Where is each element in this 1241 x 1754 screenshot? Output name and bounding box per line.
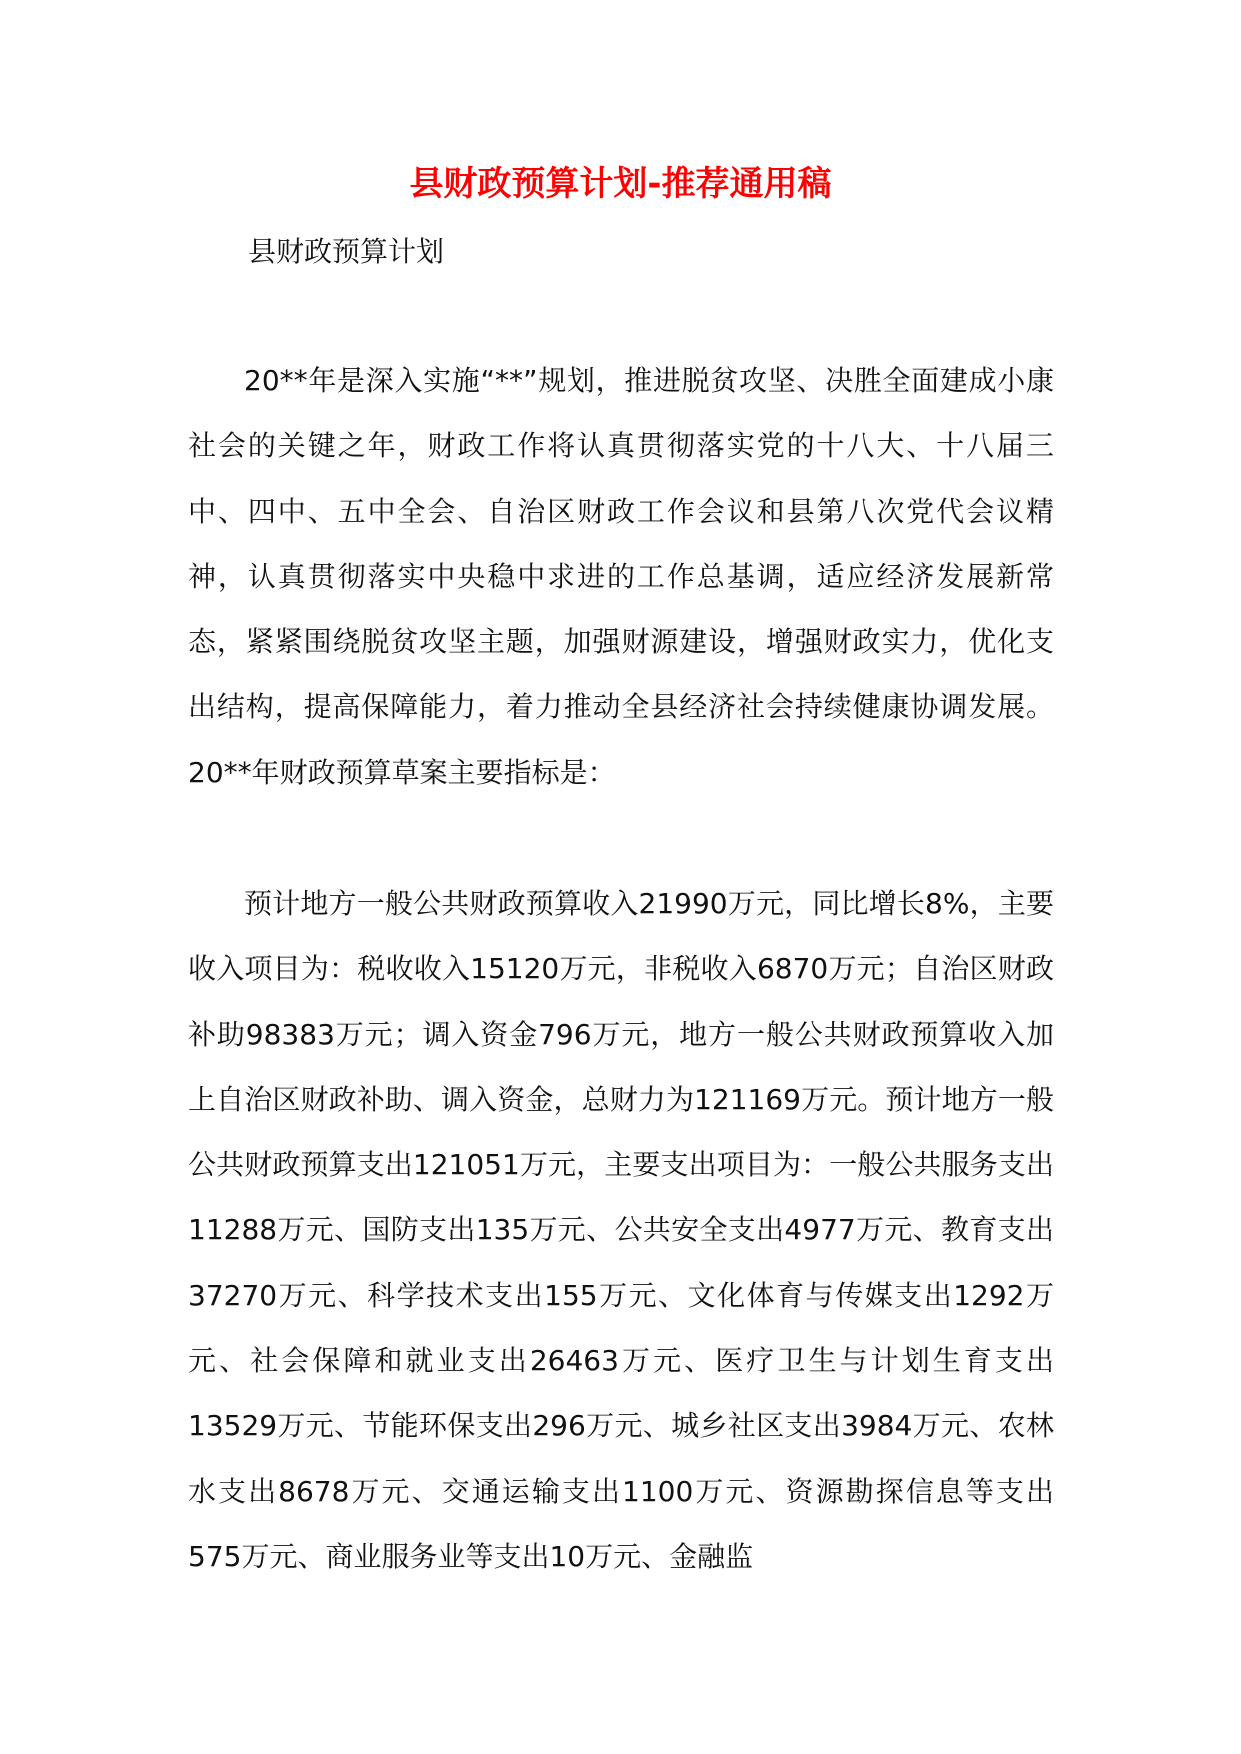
paragraph-intro: 20**年是深入实施“**”规划，推进脱贫攻坚、决胜全面建成小康社会的关键之年，财政工作将认真贯彻落实党的十八大、十八届三中、四中、五中全会、自治区财政工作会议和县第八次党代会议精神，认真贯彻落实中央稳中求进的工作总基调，适应经济发展新常态，紧紧围绕脱贫攻坚主题，加强财源建设，增强财政实力，优化支出结构，提高保障能力，着力推动全县经济社会持续健康协调发展。20**年财政预算草案主要指标是： bbox=[188, 364, 1054, 789]
document-subtitle: 县财政预算计划 bbox=[248, 235, 445, 268]
document-title: 县财政预算计划-推荐通用稿 bbox=[409, 164, 832, 204]
paragraph-budget-figures: 预计地方一般公共财政预算收入21990万元，同比增长8%，主要收入项目为：税收收入15120万元，非税收入6870万元；自治区财政补助98383万元；调入资金796万元，地方一般公共财政预算收入加上自治区财政补助、调入资金，总财力为121169万元。预计地方一般公共财政预算支出121051万元，主要支出项目为：一般公共服务支出11288万元、国防支出135万元、公共安全支出4977万元、教育支出37270万元、科学技术支出155万元、文化体育与传媒支出1292万元、社会保障和就业支出26463万元、医疗卫生与计划生育支出13529万元、节能环保支出296万元、城乡社区支出3984万元、农林水支出8678万元、交通运输支出1100万元、资源勘探信息等支出575万元、商业服务业等支出10万元、金融监 bbox=[188, 887, 1054, 1573]
